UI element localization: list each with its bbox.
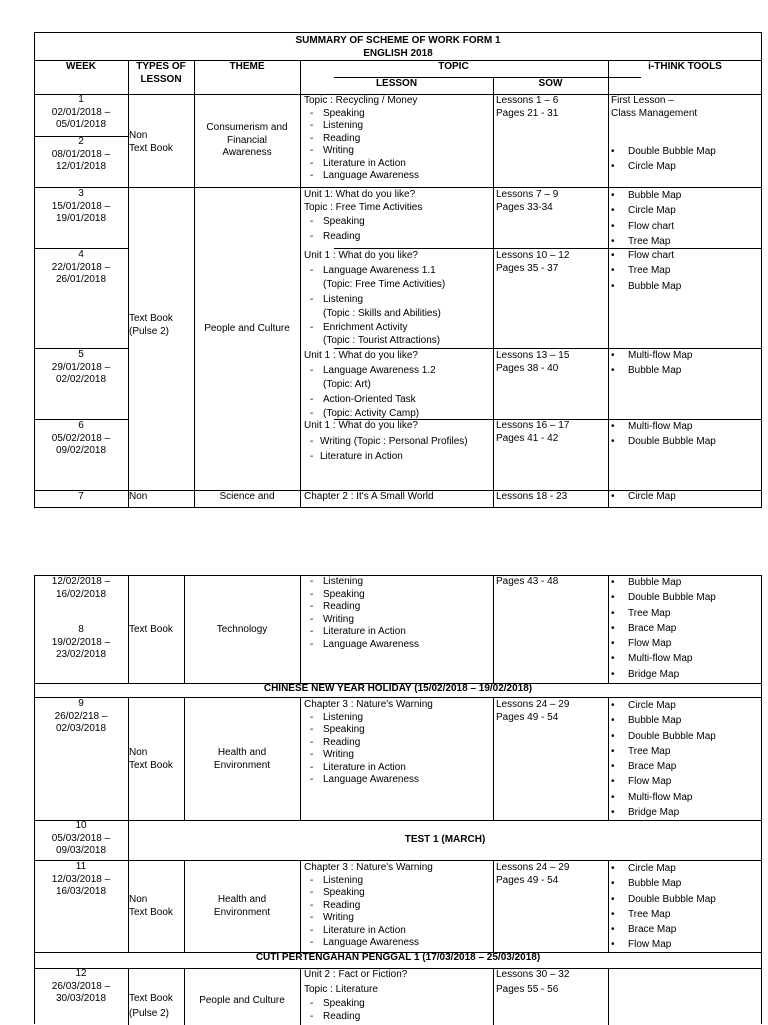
column-header-sow: SOW (538, 78, 563, 89)
week-cell: 12 26/03/2018 – 30/03/2018 (51, 968, 111, 1004)
ithink-list: • Circle Map • Bubble Map • Double Bubble Map • Tree Map • Brace Map • Flow Map • Multi-flow Map • Bridge Map (608, 698, 716, 820)
week-cell: 6 05/02/2018 – 09/02/2018 (51, 420, 111, 456)
sow-cell: Lessons 10 – 12 Pages 35 - 37 (496, 250, 570, 274)
week-cell: 9 26/02/218 – 02/03/2018 (54, 698, 108, 734)
column-header-topic: TOPIC (438, 61, 469, 72)
sow-cell: Lessons 24 – 29 Pages 49 - 54 (496, 862, 570, 886)
lesson-type-cell: Text Book (Pulse 2) (129, 313, 173, 337)
column-header-ithink: i-THINK TOOLS (648, 61, 722, 72)
lesson-type-cell: Non Text Book (129, 130, 173, 154)
lesson-cell: Chapter 3 : Nature's Warning - Listening - Speaking - Reading - Writing - Literature in Action - Language Awareness (304, 699, 433, 787)
lesson-cell: Chapter 3 : Nature's Warning - Listening - Speaking - Reading - Writing - Literature in Action - Language Awareness (304, 862, 433, 950)
week-cell: 8 19/02/2018 – 23/02/2018 (51, 624, 111, 660)
lesson-cell: Unit 1 : What do you like? - Language Awareness 1.2 (Topic: Art) - Action-Oriented Task - (Topic: Activity Camp) (304, 350, 436, 421)
theme-cell: Health and Environment (213, 894, 271, 918)
ithink-list: • Double Bubble Map • Circle Map (608, 144, 716, 175)
column-header-week: WEEK (66, 61, 96, 72)
holiday-banner: CUTI PERTENGAHAN PENGGAL 1 (17/03/2018 – 25/03/2018) (255, 952, 541, 963)
week-cell: 1 02/01/2018 – 05/01/2018 (51, 94, 111, 130)
ithink-list: • Circle Map • Bubble Map • Double Bubble Map • Tree Map • Brace Map • Flow Map (608, 861, 716, 953)
column-header-theme: THEME (229, 61, 265, 72)
lesson-cell: Topic : Recycling / Money - Speaking - Listening - Reading - Writing - Literature in Action - Language Awareness (304, 95, 419, 183)
lesson-cell: - Listening - Speaking - Reading - Writing - Literature in Action - Language Awareness (304, 576, 419, 651)
lesson-type-cell: Non (129, 491, 148, 502)
ithink-list: • Circle Map (608, 489, 676, 504)
lesson-cell: Unit 1: What do you like? Topic : Free Time Activities - Speaking - Reading (304, 189, 422, 243)
week-cell: 12/02/2018 – 16/02/2018 (51, 576, 111, 600)
week-cell: 11 12/03/2018 – 16/03/2018 (51, 861, 111, 897)
ithink-cell: First Lesson – Class Management (611, 95, 698, 119)
test-banner: TEST 1 (MARCH) (404, 834, 486, 845)
week-cell: 7 (78, 491, 84, 502)
sow-cell: Pages 43 - 48 (496, 576, 559, 587)
sow-cell: Lessons 30 – 32 Pages 55 - 56 (496, 969, 570, 995)
week-cell: 4 22/01/2018 – 26/01/2018 (51, 249, 111, 285)
theme-cell: People and Culture (199, 995, 285, 1006)
ithink-list: • Multi-flow Map • Double Bubble Map (608, 419, 716, 450)
sow-cell: Lessons 24 – 29 Pages 49 - 54 (496, 699, 570, 723)
lesson-type-cell: Text Book (129, 624, 173, 635)
sow-cell: Lessons 16 – 17 Pages 41 - 42 (496, 420, 570, 444)
theme-cell: Consumerism and Financial Awareness (206, 122, 288, 158)
week-cell: 5 29/01/2018 – 02/02/2018 (51, 349, 111, 385)
theme-cell: Science and (219, 491, 275, 502)
theme-cell: Technology (216, 624, 268, 635)
holiday-banner: CHINESE NEW YEAR HOLIDAY (15/02/2018 – 19/02/2018) (263, 683, 533, 694)
theme-cell: People and Culture (204, 323, 290, 334)
lesson-type-cell: Non Text Book (129, 894, 173, 918)
lesson-cell: Unit 1 : What do you like? - Writing (Topic : Personal Profiles) - Literature in Action (304, 420, 468, 464)
week-cell: 2 08/01/2018 – 12/01/2018 (51, 136, 111, 172)
ithink-list: • Multi-flow Map • Bubble Map (608, 348, 692, 379)
lesson-cell: Chapter 2 : It's A Small World (304, 491, 434, 502)
lesson-type-cell: Text Book (Pulse 2) (129, 993, 173, 1019)
ithink-list: • Flow chart • Tree Map • Bubble Map (608, 248, 681, 294)
sow-cell: Lessons 1 – 6 Pages 21 - 31 (496, 95, 559, 119)
ithink-list: • Bubble Map • Circle Map • Flow chart • Tree Map (608, 188, 681, 249)
ithink-list: • Bubble Map • Double Bubble Map • Tree Map • Brace Map • Flow Map • Multi-flow Map • Bridge Map (608, 575, 716, 682)
week-cell: 3 15/01/2018 – 19/01/2018 (51, 188, 111, 224)
sow-cell: Lessons 18 - 23 (496, 491, 568, 502)
lesson-type-cell: Non Text Book (129, 747, 173, 771)
column-header-types: TYPES OF LESSON (136, 61, 186, 85)
week-cell: 10 05/03/2018 – 09/03/2018 (51, 820, 111, 856)
document-title: SUMMARY OF SCHEME OF WORK FORM 1 ENGLISH 2018 (295, 35, 501, 59)
theme-cell: Health and Environment (213, 747, 271, 771)
sow-cell: Lessons 7 – 9 Pages 33-34 (496, 189, 559, 213)
sow-cell: Lessons 13 – 15 Pages 38 - 40 (496, 350, 570, 374)
column-header-lesson: LESSON (375, 78, 418, 89)
lesson-cell: Unit 2 : Fact or Fiction? Topic : Literature - Speaking - Reading (304, 969, 407, 1023)
lesson-cell: Unit 1 : What do you like? - Language Awareness 1.1 (Topic: Free Time Activities) - Listening (Topic : Skills and Abilities) - Enrichment Activity (Topic : Tourist Attractions) (304, 250, 445, 348)
